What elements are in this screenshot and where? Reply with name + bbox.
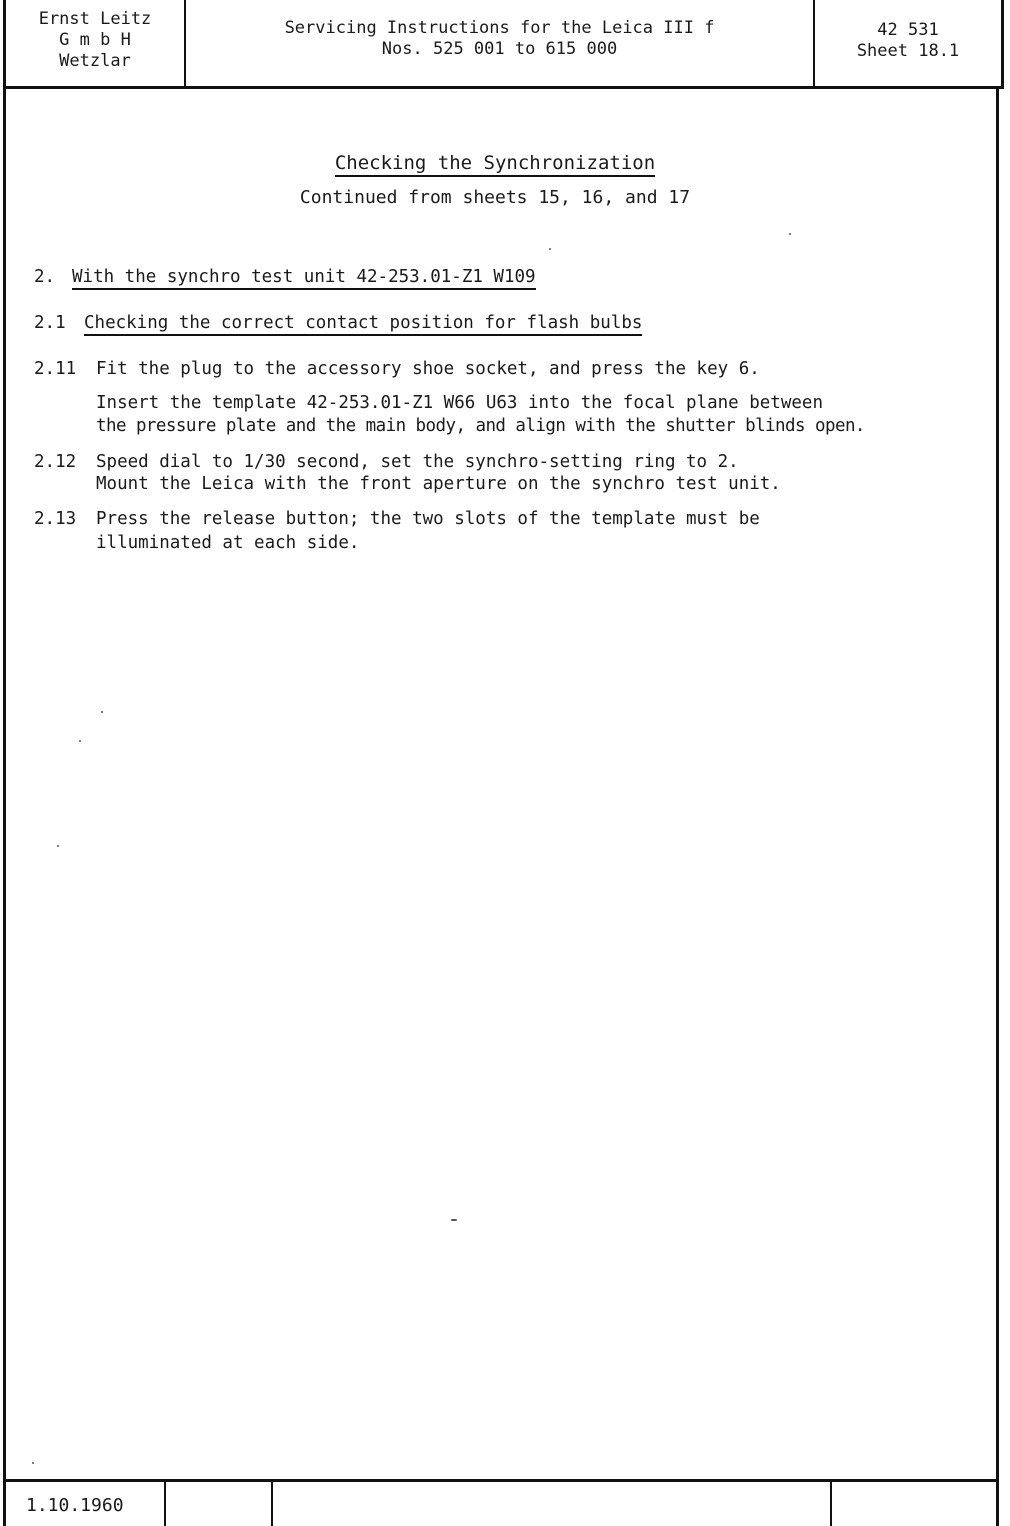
step-2-11-cont-2 [34,416,865,436]
footer-divider-1 [164,1480,166,1526]
step-number: 2.1 [34,313,66,333]
section-title [0,152,990,174]
header-reference [815,20,1001,62]
sheet-number: Sheet 18.1 [856,41,960,61]
footer-divider-2 [271,1480,273,1526]
footer-divider-3 [830,1480,832,1526]
step-text: With the synchro test unit 42-253.01-Z1 W109 [72,267,536,290]
company-name: Ernst Leitz [38,9,152,29]
doc-number: 42 531 [877,20,939,40]
step-text: illuminated at each side. [96,533,360,553]
scan-speck [57,845,59,847]
scan-speck [451,1219,457,1221]
step-text: the pressure plate and the main body, and align with the shutter blinds open. [96,416,865,436]
step-text: Speed dial to 1/30 second, set the synchro-setting ring to 2. [96,452,739,472]
step-2 [34,267,536,287]
step-number: 2.11 [34,359,77,379]
scan-speck [79,740,81,742]
scan-speck [549,248,551,250]
company-city: Wetzlar [59,51,131,71]
step-2-13 [34,509,760,529]
section-subtitle: Continued from sheets 15, 16, and 17 [299,187,691,208]
header-bottom-rule [3,86,1004,89]
step-text: Press the release button; the two slots of the template must be [96,509,760,529]
step-2-1 [34,313,642,333]
step-number: 2.12 [34,452,77,472]
header-company [6,9,184,72]
header-title [186,18,813,60]
step-2-11-cont-1 [34,393,823,413]
step-2-12 [34,452,739,472]
step-text: Fit the plug to the accessory shoe socket, and press the key 6. [96,359,760,379]
header-title-line2: Nos. 525 001 to 615 000 [381,39,618,59]
step-2-12-cont [34,474,781,494]
scan-speck [32,1462,34,1464]
step-2-13-cont [34,533,359,553]
footer-top-rule [3,1479,999,1482]
frame-left-border [3,0,6,1526]
section-title-text: Checking the Synchronization [335,152,655,177]
company-form: G m b H [59,30,131,50]
step-2-11 [34,359,760,379]
scan-speck [789,233,791,235]
step-text: Mount the Leica with the front aperture on the synchro test unit. [96,474,781,494]
frame-right-border-lower [996,88,999,1526]
footer-date: 1.10.1960 [26,1495,124,1516]
step-text: Checking the correct contact position for flash bulbs [84,313,642,336]
step-text: Insert the template 42-253.01-Z1 W66 U63 into the focal plane between [96,393,823,413]
scan-speck [101,711,103,713]
step-number: 2. [34,267,56,287]
step-number: 2.13 [34,509,77,529]
frame-right-border [1001,0,1004,88]
header-title-line1: Servicing Instructions for the Leica III f [284,18,715,38]
